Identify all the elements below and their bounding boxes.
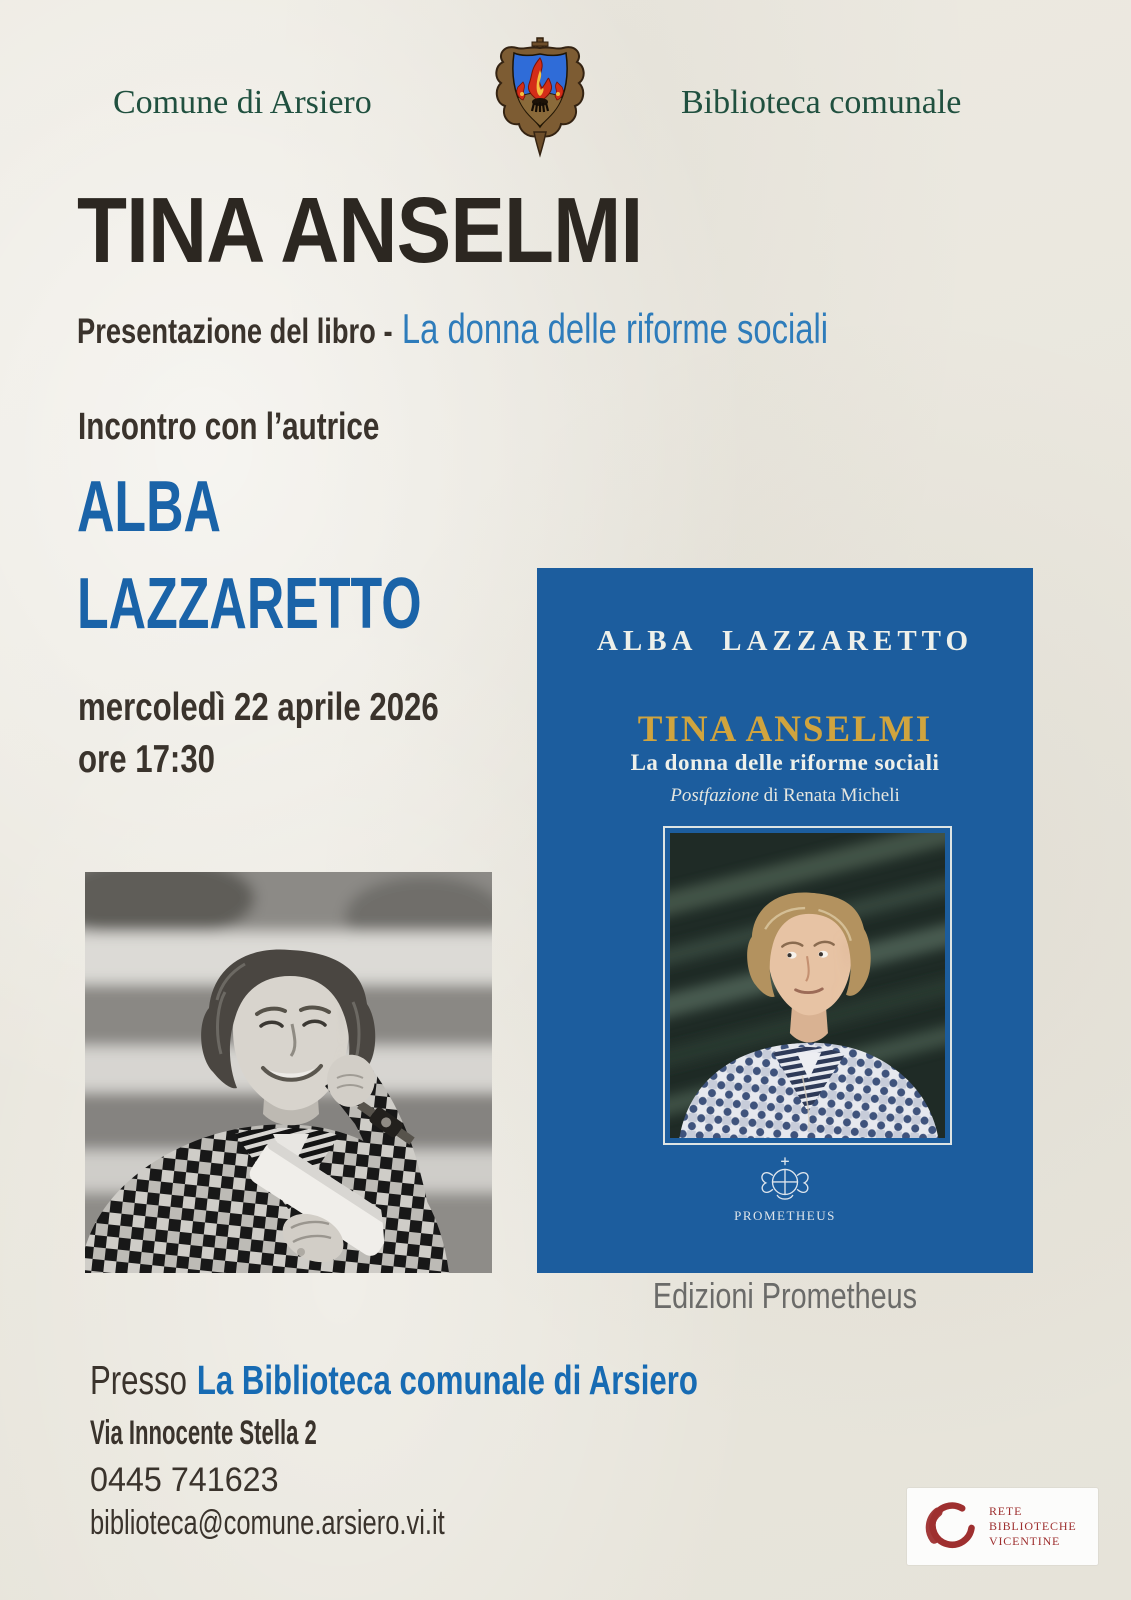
subtitle-book-title: La donna delle riforme sociali: [401, 305, 829, 352]
tina-anselmi-photo: [85, 872, 492, 1273]
enso-circle-icon: [923, 1499, 979, 1555]
publisher-logo: [537, 1156, 1033, 1222]
municipality-label: Comune di Arsiero: [113, 84, 372, 121]
postface-word: Postfazione: [670, 785, 759, 806]
rbv-line-3: VICENTINE: [989, 1534, 1061, 1548]
subtitle-prefix: Presentazione del libro -: [77, 312, 393, 351]
rete-biblioteche-vicentine-logo: [907, 1488, 1098, 1565]
event-subtitle: [77, 305, 829, 352]
rbv-logo-text: [989, 1504, 1076, 1549]
postface-credit: di Renata Micheli: [758, 785, 900, 806]
event-time: ore 17:30: [78, 738, 216, 781]
book-cover-photo: [663, 826, 952, 1145]
author-last-name: LAZZARETTO: [77, 564, 422, 644]
book-postface: [537, 786, 1033, 805]
rbv-line-2: BIBLIOTECHE: [989, 1519, 1077, 1533]
publisher-mark: PROMETHEUS: [734, 1208, 836, 1223]
venue-phone: 0445 741623: [90, 1461, 279, 1499]
book-author: ALBA LAZZARETTO: [596, 625, 974, 657]
venue-prefix: Presso: [90, 1357, 187, 1403]
book-cover: [537, 568, 1033, 1273]
meeting-label: Incontro con l’autrice: [78, 406, 380, 448]
library-label: Biblioteca comunale: [681, 84, 962, 121]
venue-line: [90, 1357, 698, 1403]
rbv-line-1: RETE: [989, 1504, 1023, 1518]
author-first-name: ALBA: [77, 467, 221, 547]
publisher-caption: Edizioni Prometheus: [652, 1275, 918, 1316]
event-date: mercoledì 22 aprile 2026: [78, 686, 439, 729]
venue-email: biblioteca@comune.arsiero.vi.it: [90, 1504, 445, 1542]
arsiero-coat-of-arms-icon: [487, 36, 593, 158]
tina-anselmi-portrait-illustration: [85, 872, 492, 1273]
venue-name: La Biblioteca comunale di Arsiero: [196, 1357, 698, 1403]
venue-address: Via Innocente Stella 2: [90, 1414, 317, 1452]
book-subtitle: La donna delle riforme sociali: [630, 750, 940, 775]
event-title: TINA ANSELMI: [77, 178, 643, 282]
prometheus-emblem-icon: [754, 1156, 816, 1206]
book-cover-portrait-illustration: [670, 833, 945, 1138]
book-title: TINA ANSELMI: [637, 709, 933, 750]
